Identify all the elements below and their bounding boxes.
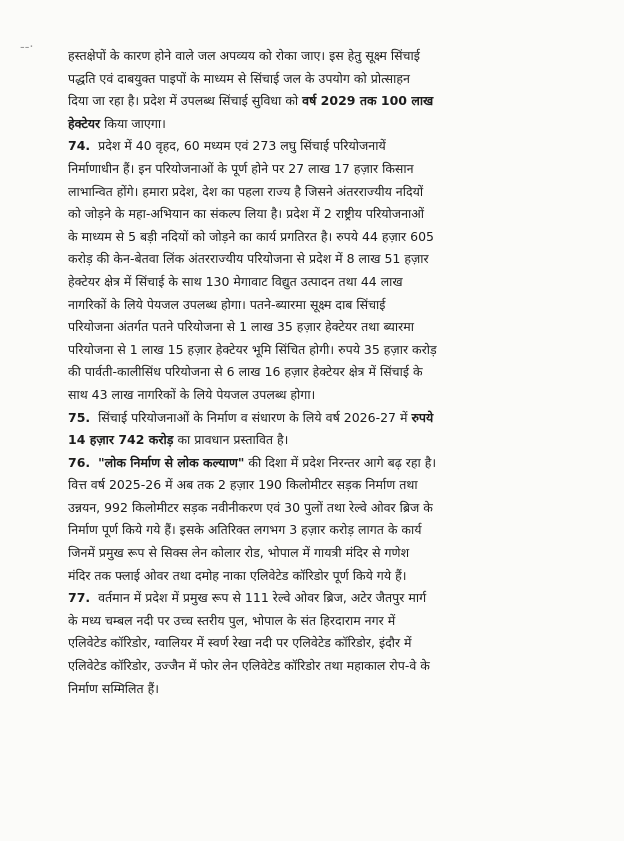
- text-line: के माध्यम से 5 बड़ी नदियों को जोड़ने का कार्य प्रगतिरत है। रुपये 44 हज़ार 605: [68, 228, 434, 244]
- bold-text: "लोक निर्माण से लोक कल्याण": [98, 454, 245, 470]
- text-line: को जोड़ने के महा-अभियान का संकल्प लिया है। प्रदेश में 2 राष्ट्रीय परियोजनाओं: [68, 206, 425, 222]
- document-body: [68, 45, 568, 700]
- text-line: [68, 587, 568, 610]
- text-line: निर्माणाधीन हैं। इन परियोजनाओं के पूर्ण होने पर 27 लाख 17 हज़ार किसान: [68, 160, 414, 176]
- text-segment: सिंचाई परियोजनाओं के निर्माण व संधारण के लिये वर्ष 2026-27 में: [98, 409, 408, 425]
- margin-mark: --·: [20, 40, 34, 55]
- paragraph-number: 75.: [68, 409, 91, 425]
- text-line: परियोजना से 1 लाख 15 हज़ार हेक्टेयर भूमि सिंचित होगी। रुपये 35 हज़ार करोड़: [68, 341, 437, 357]
- paragraph-74: [68, 135, 568, 406]
- bold-text: वर्ष 2029 तक 100 लाख: [302, 93, 434, 109]
- text-line: [68, 135, 568, 158]
- paragraph-number: 74.: [68, 138, 91, 154]
- text-line: जिनमें प्रमुख रूप से सिक्स लेन कोलार रोड, भोपाल में गायत्री मंदिर से गणेश: [68, 545, 410, 561]
- text-line: की पार्वती-कालीसिंध परियोजना से 6 लाख 16 हज़ार हेक्टेयर क्षेत्र में सिंचाई के: [68, 364, 423, 380]
- text-line: [68, 90, 568, 113]
- paragraph-77: [68, 587, 568, 700]
- text-line: पद्धति एवं दाबयुक्त पाइपों के माध्यम से सिंचाई जल के उपयोग को प्रोत्साहन: [68, 70, 410, 86]
- paragraph-number: 77.: [68, 590, 91, 606]
- text-segment: किया जाएगा।: [104, 115, 166, 131]
- text-line: निर्माण पूर्ण किये गये हैं। इसके अतिरिक्त लगभग 3 हज़ार करोड़ लागत के कार्य: [68, 522, 422, 538]
- paragraph-76: [68, 452, 568, 588]
- bold-text: 14 हज़ार 742 करोड़: [68, 432, 174, 448]
- text-line: एलिवेटेड कॉरिडोर, ग्वालियर में स्वर्ण रेखा नदी पर एलिवेटेड कॉरिडोर, इंदौर में: [68, 635, 412, 651]
- paragraph-75: [68, 407, 568, 452]
- text-line: करोड़ की केन-बेतवा लिंक अंतरराज्यीय परियोजना से प्रदेश में 8 लाख 51 हज़ार: [68, 251, 429, 267]
- text-line: नागरिकों के लिये पेयजल उपलब्ध होगा। पतने-ब्यारमा सूक्ष्म दाब सिंचाई: [68, 296, 386, 312]
- bold-text: रुपये: [411, 409, 434, 425]
- text-line: के मध्य चम्बल नदी पर उच्च स्तरीय पुल, भोपाल के संत हिरदाराम नगर में: [68, 612, 396, 628]
- text-line: [68, 429, 568, 452]
- text-line: लाभान्वित होंगे। हमारा प्रदेश, देश का पहला राज्य है जिसने अंतरराज्यीय नदियों: [68, 183, 424, 199]
- text-line: साथ 43 लाख नागरिकों के लिये पेयजल उपलब्ध होगा।: [68, 386, 316, 402]
- text-segment: का प्रावधान प्रस्तावित है।: [177, 432, 289, 448]
- text-line: वित्त वर्ष 2025-26 में अब तक 2 हज़ार 190 किलोमीटर सड़क निर्माण तथा: [68, 477, 418, 493]
- text-line: उन्नयन, 992 किलोमीटर सड़क नवीनीकरण एवं 30 पुलों तथा रेल्वे ओवर ब्रिज के: [68, 499, 433, 515]
- text-line: हस्तक्षेपों के कारण होने वाले जल अपव्यय को रोका जाए। इस हेतु सूक्ष्म सिंचाई: [68, 48, 420, 63]
- text-segment: प्रदेश में 40 वृहद, 60 मध्यम एवं 273 लघु सिंचाई परियोजनायें: [98, 138, 386, 154]
- text-line: [68, 113, 568, 136]
- text-line: परियोजना अंतर्गत पतने परियोजना से 1 लाख 35 हज़ार हेक्टेयर तथा ब्यारमा: [68, 319, 414, 335]
- text-segment: वर्तमान में प्रदेश में प्रमुख रूप से 111 रेल्वे ओवर ब्रिज, अटेर जैतपुर मार्ग: [98, 590, 427, 606]
- text-segment: दिया जा रहा है। प्रदेश में उपलब्ध सिंचाई सुविधा को: [68, 93, 299, 109]
- paragraph-continuation: [68, 45, 568, 135]
- text-segment: की दिशा में प्रदेश निरन्तर आगे बढ़ रहा है।: [248, 454, 437, 470]
- text-line: मंदिर तक फ्लाई ओवर तथा दमोह नाका एलिवेटेड कॉरिडोर पूर्ण किये गये हैं।: [68, 567, 407, 583]
- text-line: [68, 407, 568, 430]
- text-line: [68, 452, 568, 475]
- text-line: निर्माण सम्मिलित हैं।: [68, 680, 159, 696]
- text-line: एलिवेटेड कॉरिडोर, उज्जैन में फोर लेन एलिवेटेड कॉरिडोर तथा महाकाल रोप-वे के: [68, 658, 430, 674]
- paragraph-number: 76.: [68, 454, 91, 470]
- bold-text: हेक्टेयर: [68, 115, 101, 131]
- text-line: हेक्टेयर क्षेत्र में सिंचाई के साथ 130 मेगावाट विद्युत उत्पादन तथा 44 लाख: [68, 273, 403, 289]
